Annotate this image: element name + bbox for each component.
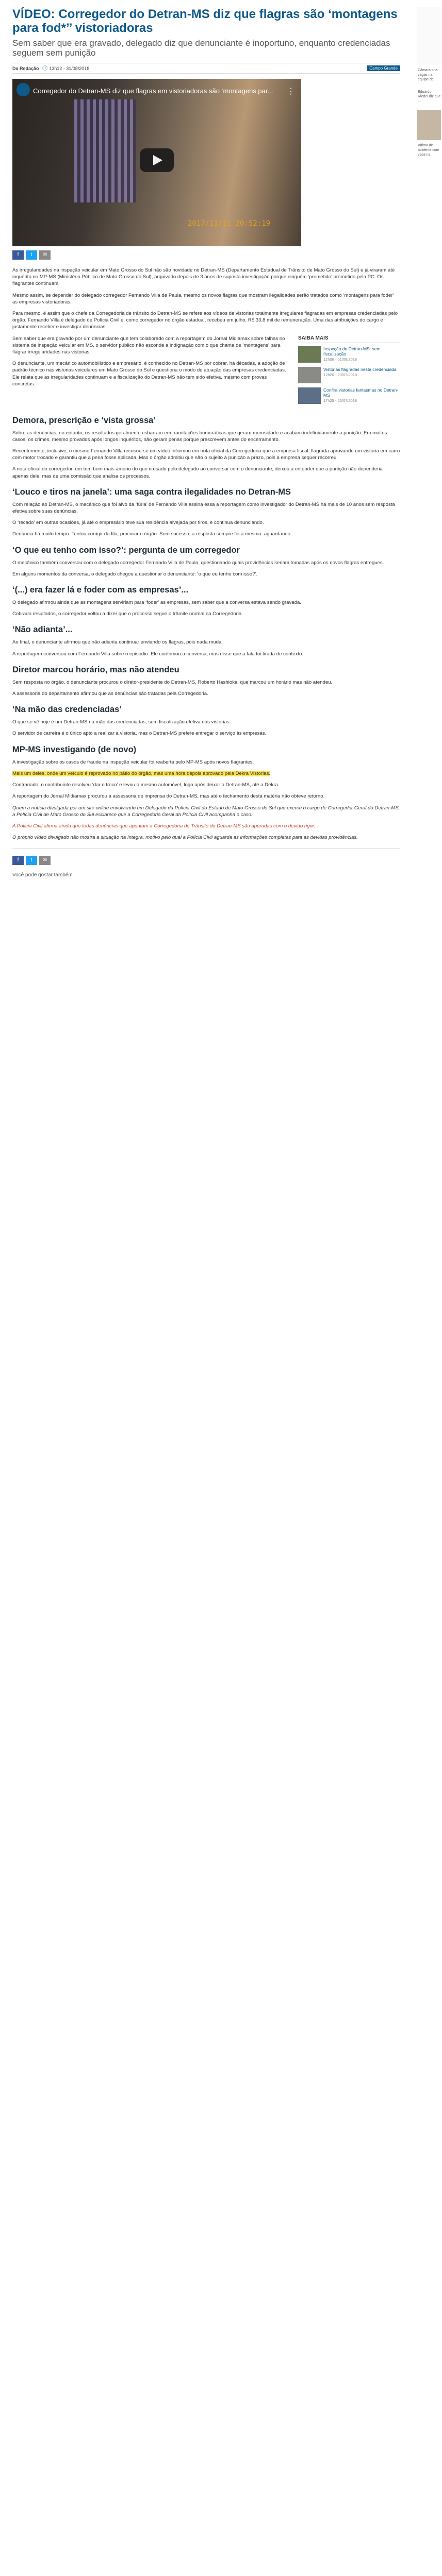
video-title[interactable]: Corregedor do Detran-MS diz que flagras em vistoriadoras são ‘montagens par... [33, 87, 273, 95]
paragraph: O mecânico também conversou com o delegado corregedor Fernando Villa de Paula, questionando quais providências seriam tomadas após os novos flagras entregues. [12, 560, 384, 566]
clock-icon: 🕒 [42, 65, 50, 71]
related-item[interactable] [298, 367, 400, 383]
section-heading: Diretor marcou horário, mas não atendeu [12, 665, 179, 674]
paragraph: Recentemente, inclusive, o mesmo Fernando Villa recusou-se um vídeo informou em nota oficial da Corregedoria que a empresa fiscal, flagrada aprovando um vistoria em carro com motor trocado e garantiu que a pena fosse aplicada. Mas o órgão admitiu que não o sujeito à punição a prazo, pois a empresa sequer recorreu. [12, 448, 400, 461]
paragraph: A reportagem do Jornal Midiamax procurou a assessoria de imprensa do Detran-MS, mas até o fechamento desta matéria não obteve retorno. [12, 793, 325, 800]
article [0, 0, 413, 878]
article-subtitle: Sem saber que era gravado, delegado diz que denunciante é inoportuno, enquanto credenciadas seguem sem punição [12, 38, 390, 58]
email-share-icon[interactable]: ✉ [39, 250, 51, 260]
category-badge[interactable]: Campo Grande [367, 65, 400, 71]
paragraph: Contrariado, o contribuinte resolveu ‘dar o troco’ e levou o mesmo automóvel, logo após deixar o Detran-MS, até a Dekra. [12, 782, 280, 788]
section-heading: ‘Louco e tiros na janela’: uma saga contra ilegalidades no Detran-MS [12, 487, 291, 497]
right-sidebar [417, 0, 442, 162]
paragraph: Cobrado resultados, o corregedor voltou a dizer que o processo segue o trâmite normal na Corregedoria. [12, 611, 243, 617]
section-heading: ‘O que eu tenho com isso?’: pergunta de um corregedor [12, 545, 240, 555]
section-heading: ‘Na mão das credenciadas’ [12, 705, 122, 715]
note-red: A Polícia Civil afirma ainda que todas denúncias que apontam a Corregedoria de Trânsito do Detran-MS são apuradas com o devido rigor. [12, 823, 316, 829]
paragraph: A nota oficial do corregedor, em tom bem mais ameno do que o usado pelo delegado ao conversar com o denunciante, deixou a entender que a punição não dependeria apenas dele, mas de uma comissão que analisa os processos. [12, 466, 383, 479]
sidebar-thumbnail[interactable] [417, 110, 441, 140]
facebook-share-icon[interactable]: f [12, 250, 24, 260]
highlighted-text: Mais um deles, onde um veículo é reprovado no pátio do órgão, mas uma hora depois aprovado pela Dekra Vistorias. [12, 770, 271, 776]
paragraph: A assessoria do departamento afirmou que as denúncias são tratadas pela Corregedoria. [12, 691, 208, 697]
recommended-heading: Você pode gostar também [12, 872, 73, 878]
related-box [298, 335, 400, 408]
video-thumbnail-detail [74, 99, 136, 202]
related-title[interactable]: Inspeção do Detran-MS: sem fiscalização [323, 346, 381, 357]
footer-share [12, 848, 400, 878]
play-button[interactable] [140, 148, 174, 172]
paragraph: O delegado afirmou ainda que as montagens serviriam para ‘foder’ as empresas, sem saber que a conversa estava sendo gravada. [12, 600, 301, 606]
related-heading: SAIBA MAIS [298, 335, 400, 343]
paragraph: O denunciante, um mecânico automobilístico e empresário, é conhecido no Detran-MS por cobrar, há décadas, a adoção de padrão técnico nas vistorias veiculares em Mato Grosso do Sul e questiona o modo de atuação das empresas credenciadas. Ele relata que as irregularidades continuam e a fiscalização do Detran-MS não tem sido efetiva, mesmo com provas concretas. [12, 361, 286, 387]
note: Quem a notícia divulgada por um site online envolvendo um Delegado da Polícia Civil do Estado de Mato Grosso do Sul que exerce o cargo de Corregedor Geral do Detran-MS, a Polícia Civil de Mato Grosso do Sul esclarece que a Corregedoria Geral da Polícia Civil acompanha o caso. [12, 805, 400, 818]
article-with-related [12, 335, 400, 408]
related-thumbnail[interactable] [298, 367, 321, 383]
section-heading: ‘(...) era fazer lá e foder com as empresas’... [12, 585, 189, 595]
section-heading: MP-MS investigando (de novo) [12, 744, 137, 754]
section-heading: Demora, prescrição e ‘vista grossa’ [12, 415, 156, 425]
ad-slot[interactable] [417, 7, 442, 65]
article-author: Da Redação [12, 65, 39, 71]
paragraph: Com relação ao Detran-MS, o mecânico que foi alvo da ‘fúria’ de Fernando Villa assina essa a reportagem como investigador do Detran-MS há mais de 10 anos sem resposta efetiva sobre suas denúncias. [12, 501, 395, 515]
paragraph: Sem resposta no órgão, o denunciante procurou o diretor-presidente do Detran-MS, Roberto Hashioka, que marcou um horário mas não atendeu. [12, 679, 333, 685]
sidebar-item[interactable]: Vítima de acidente com vaca na ... [418, 144, 439, 157]
related-date: 17h25 - 23/07/2018 [323, 398, 357, 403]
share-bar [12, 250, 400, 260]
paragraph: Ao final, o denunciante afirmou que não adianta continuar enviando os flagras, pois nada muda. [12, 639, 223, 646]
twitter-share-icon[interactable]: t [26, 856, 37, 865]
paragraph: A reportagem conversou com Fernando Villa sobre o episódio. Ele confirmou a conversa, mas disse que a fala foi tirada de contexto. [12, 651, 304, 657]
paragraph: Em alguns momentos da conversa, o delegado chegou a questionar o denunciante: ‘o que eu tenho com isso?’. [12, 571, 258, 577]
channel-avatar[interactable] [17, 83, 30, 96]
sidebar-item[interactable]: Eduardo Riedel diz que ... [418, 90, 441, 103]
twitter-share-icon[interactable]: t [26, 250, 37, 260]
article-meta [12, 63, 400, 74]
paragraph: A investigação sobre os casos de fraude na inspeção veicular foi reaberta pelo MP-MS após novos flagrantes. [12, 759, 254, 765]
article-title: VÍDEO: Corregedor do Detran-MS diz que flagras são ‘montagens para fod*’’ vistoriadoras [12, 7, 398, 35]
related-item[interactable] [298, 387, 400, 404]
related-title[interactable]: Vistorias flagradas nesta credenciada [323, 366, 397, 372]
paragraph: Mesmo assim, se depender do delegado corregedor Fernando Villa de Paula, mesmo os novos flagras que mostram ilegalidades serão tratados como ‘montagens para foder’ as empresas vistoriadoras. [12, 292, 394, 305]
more-options-icon[interactable]: ⋮ [287, 87, 295, 96]
share-bar-bottom [12, 856, 400, 865]
related-date: 12h20 - 23/07/2018 [323, 372, 357, 377]
related-thumbnail[interactable] [298, 387, 321, 404]
related-item[interactable] [298, 346, 400, 363]
article-date: 13h12 - 31/08/2018 [49, 65, 90, 71]
video-player[interactable] [12, 79, 301, 246]
section-heading: ‘Não adianta’... [12, 625, 73, 635]
paragraph: Sobre as denúncias, no entanto, os resultados geralmente esbarram em tramitações burocráticas que geram morosidade e acabam indefinidamente a punição. Em muitos casos, os crimes, mesmo provados após longos inquéritos, não geram penas porque prescrevem antes do encerramento. [12, 430, 387, 443]
note: O próprio vídeo divulgado não mostra a situação na íntegra, motivo pelo qual a Polícia Civil aguarda as informações completas para as devidas providências. [12, 835, 358, 841]
related-title[interactable]: Confira vistorias fantasmas no Detran-MS [323, 387, 399, 398]
paragraph: Para mesmo, é assim que o chefe da Corregedoria de trânsito do Detran-MS se refere aos vídeos de vistorias totalmente irregulares flagradas em empresas credenciadas pelo órgão. Fernando Villa é delegado de Polícia Civil e, como corregedor no órgão estadual, recebeu em julho, R$ 33,8 mil de remuneração. Uma das atribuições do cargo é justamente receber e investigar denúncias. [12, 311, 398, 330]
paragraph: O servidor de carreira é o único apto a realizar a vistoria, mas o Detran-MS prefere entregar o serviço às empresas. [12, 731, 267, 737]
video-timestamp: 2017/11/11 20:52:19 [187, 219, 270, 228]
paragraph: Denúncia há muito tempo. Tentou corrigir da fila, procurar o órgão. Sem sucesso, a resposta sempre foi a mesma: aguardando. [12, 531, 292, 537]
related-thumbnail[interactable] [298, 346, 321, 363]
paragraph: As irregularidades na inspeção veicular em Mato Grosso do Sul não são novidade no Detran-MS (Departamento Estadual de Trânsito de Mato Grosso do Sul) e já viraram até inquérito no MP-MS (Ministério Público de Mato Grosso do Sul), arquivado depois de 3 anos de suposta investigação porque ninguém ‘prometido’ prometido pela PC. Os flagrantes continuam. [12, 267, 395, 287]
related-date: 12h06 - 01/08/2018 [323, 357, 357, 362]
paragraph: O que se vê hoje é um Detran-MS na mão das credenciadas, sem fiscalização efetiva das vistorias. [12, 719, 231, 725]
email-share-icon[interactable]: ✉ [39, 856, 51, 865]
paragraph-highlight [12, 770, 400, 777]
sidebar-item[interactable]: Câmara cria vagas na equipe de ... [418, 69, 438, 81]
paragraph: Sem saber que era gravado por um denunciante que tem colaborado com a reportagem do Jornal Midiamax sobre falhas no sistema de inspeção veicular em MS, o servidor público não esconde a indignação com o que chama de ‘montagens’ para flagrar irregularidades nas vistorias. [12, 335, 285, 355]
facebook-share-icon[interactable]: f [12, 856, 24, 865]
paragraph: O ‘recado’ em outras ocasiões, já até o empresário teve sua residência alvejada por tiros, e continua denunciando. [12, 520, 264, 526]
